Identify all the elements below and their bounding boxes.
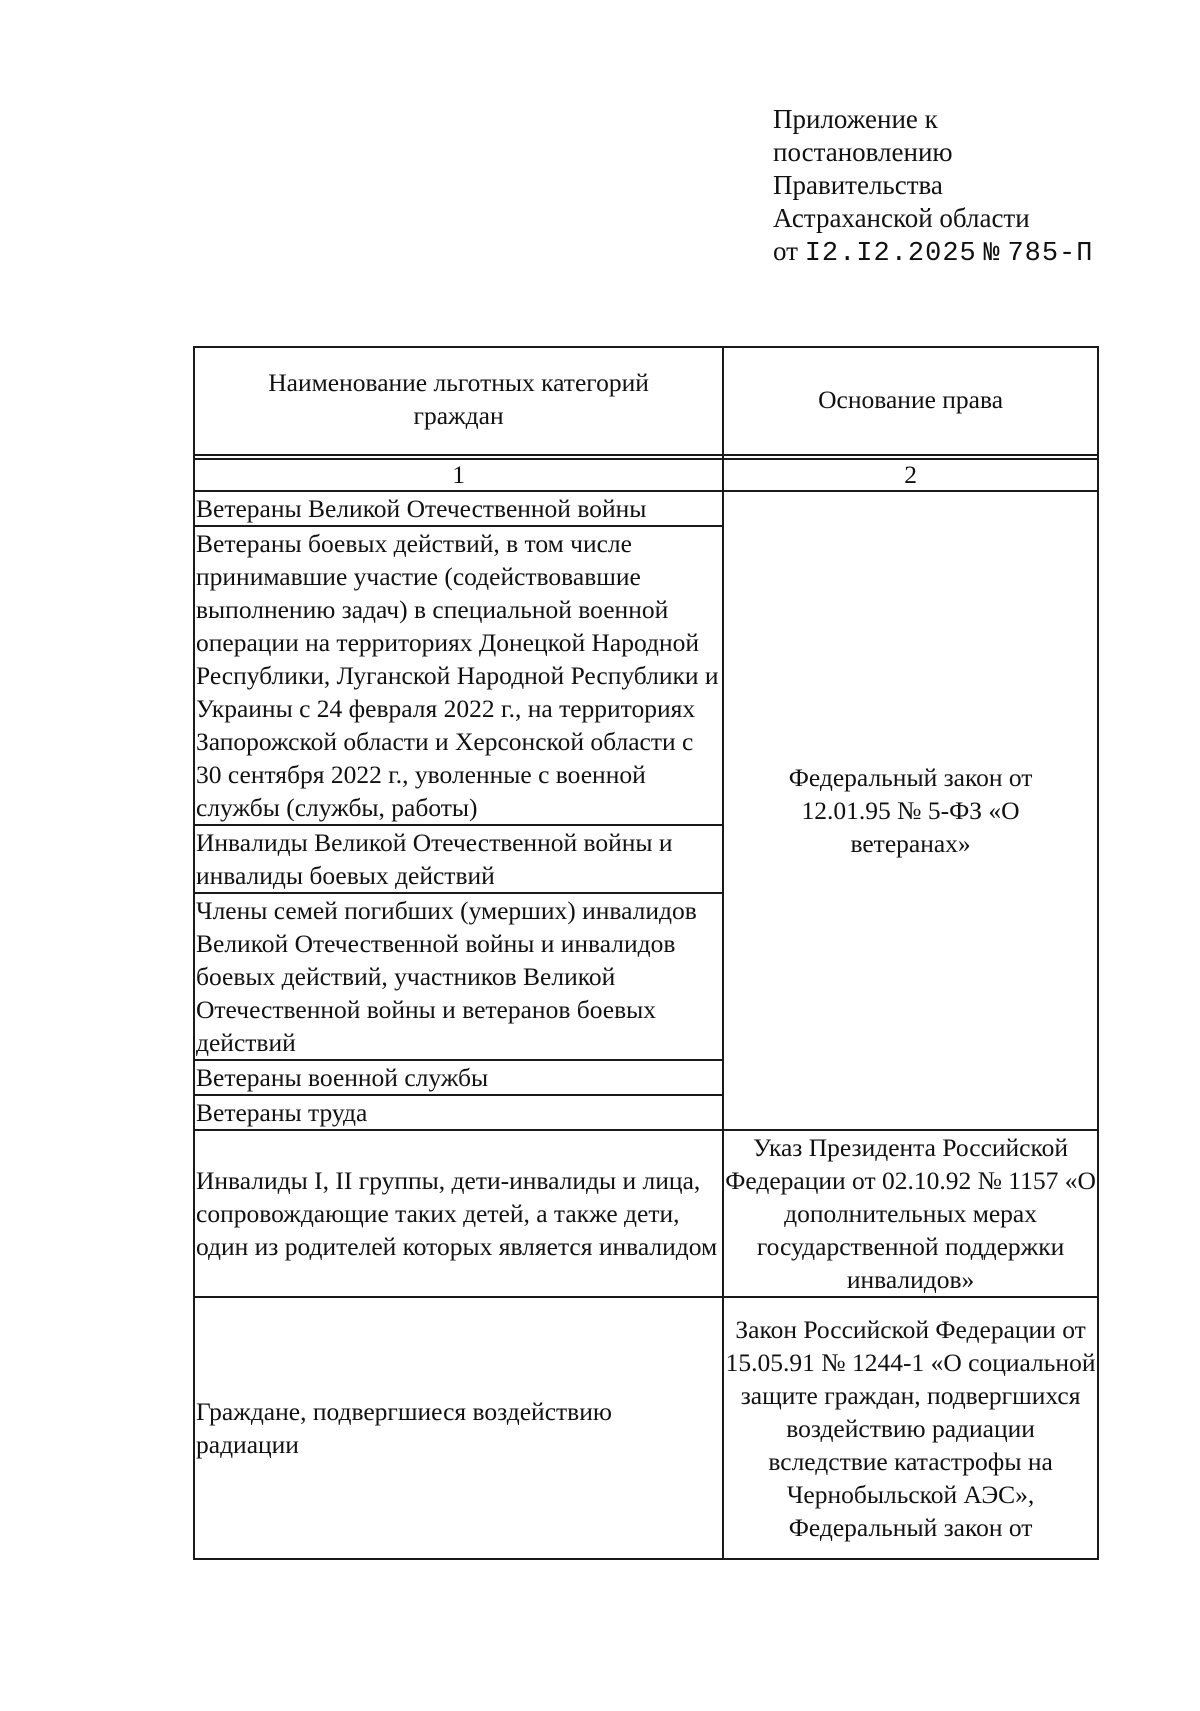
- header-categories: Наименование льготных категорий граждан: [194, 347, 723, 455]
- table-row: [194, 491, 1098, 526]
- basis-cell-radiation-law: Закон Российской Федерации от 15.05.91 № 1244-1 «О социальной защите граждан, подвергшихся воздействию радиации вследствие катастрофы на Чернобыльской АЭС», Федеральный закон от: [723, 1297, 1098, 1559]
- category-cell: Граждане, подвергшиеся воздействию радиации: [194, 1297, 723, 1559]
- benefits-table: [193, 346, 1099, 1560]
- column-number-2: 2: [723, 459, 1098, 491]
- document-date: I2.I2.2025: [804, 239, 977, 269]
- appendix-line-3: Правительства: [773, 170, 943, 200]
- appendix-header: [773, 103, 1093, 271]
- document-number: 785-П: [1007, 239, 1094, 269]
- table-header-row: [194, 347, 1098, 455]
- basis-cell-disabled-decree: Указ Президента Российской Федерации от 02.10.92 № 1157 «О дополнительных мерах государственной поддержки инвалидов»: [723, 1130, 1098, 1297]
- appendix-line-4: Астраханской области: [773, 203, 1030, 233]
- appendix-date-line: [773, 235, 1093, 271]
- appendix-line-2: постановлению: [773, 137, 953, 167]
- category-cell: Ветераны боевых действий, в том числе принимавшие участие (содействовавшие выполнению задач) в специальной военной операции на территориях Донецкой Народной Республики, Луганской Народной Республики и Украины с 24 февраля 2022 г., на территориях Запорожской области и Херсонской области с 30 сентября 2022 г., уволенные с военной службы (службы, работы): [194, 526, 723, 825]
- header-basis: Основание права: [723, 347, 1098, 455]
- category-cell: Ветераны труда: [194, 1095, 723, 1130]
- appendix-line-1: Приложение к: [773, 104, 938, 134]
- category-cell: Ветераны Великой Отечественной войны: [194, 491, 723, 526]
- basis-cell-veterans-law: Федеральный закон от 12.01.95 № 5-ФЗ «О ветеранах»: [723, 491, 1098, 1130]
- category-cell: Инвалиды Великой Отечественной войны и инвалиды боевых действий: [194, 825, 723, 893]
- number-sign: №: [983, 239, 1001, 269]
- category-cell: Члены семей погибших (умерших) инвалидов Великой Отечественной войны и инвалидов боевых действий, участников Великой Отечественной войны и ветеранов боевых действий: [194, 893, 723, 1060]
- column-number-1: 1: [194, 459, 723, 491]
- table-row: [194, 1297, 1098, 1559]
- table-row: [194, 1130, 1098, 1297]
- column-number-row: [194, 459, 1098, 491]
- category-cell: Ветераны военной службы: [194, 1060, 723, 1095]
- date-prefix: от: [773, 236, 798, 266]
- category-cell: Инвалиды I, II группы, дети-инвалиды и лица, сопровождающие таких детей, а также дети, один из родителей которых является инвалидом: [194, 1130, 723, 1297]
